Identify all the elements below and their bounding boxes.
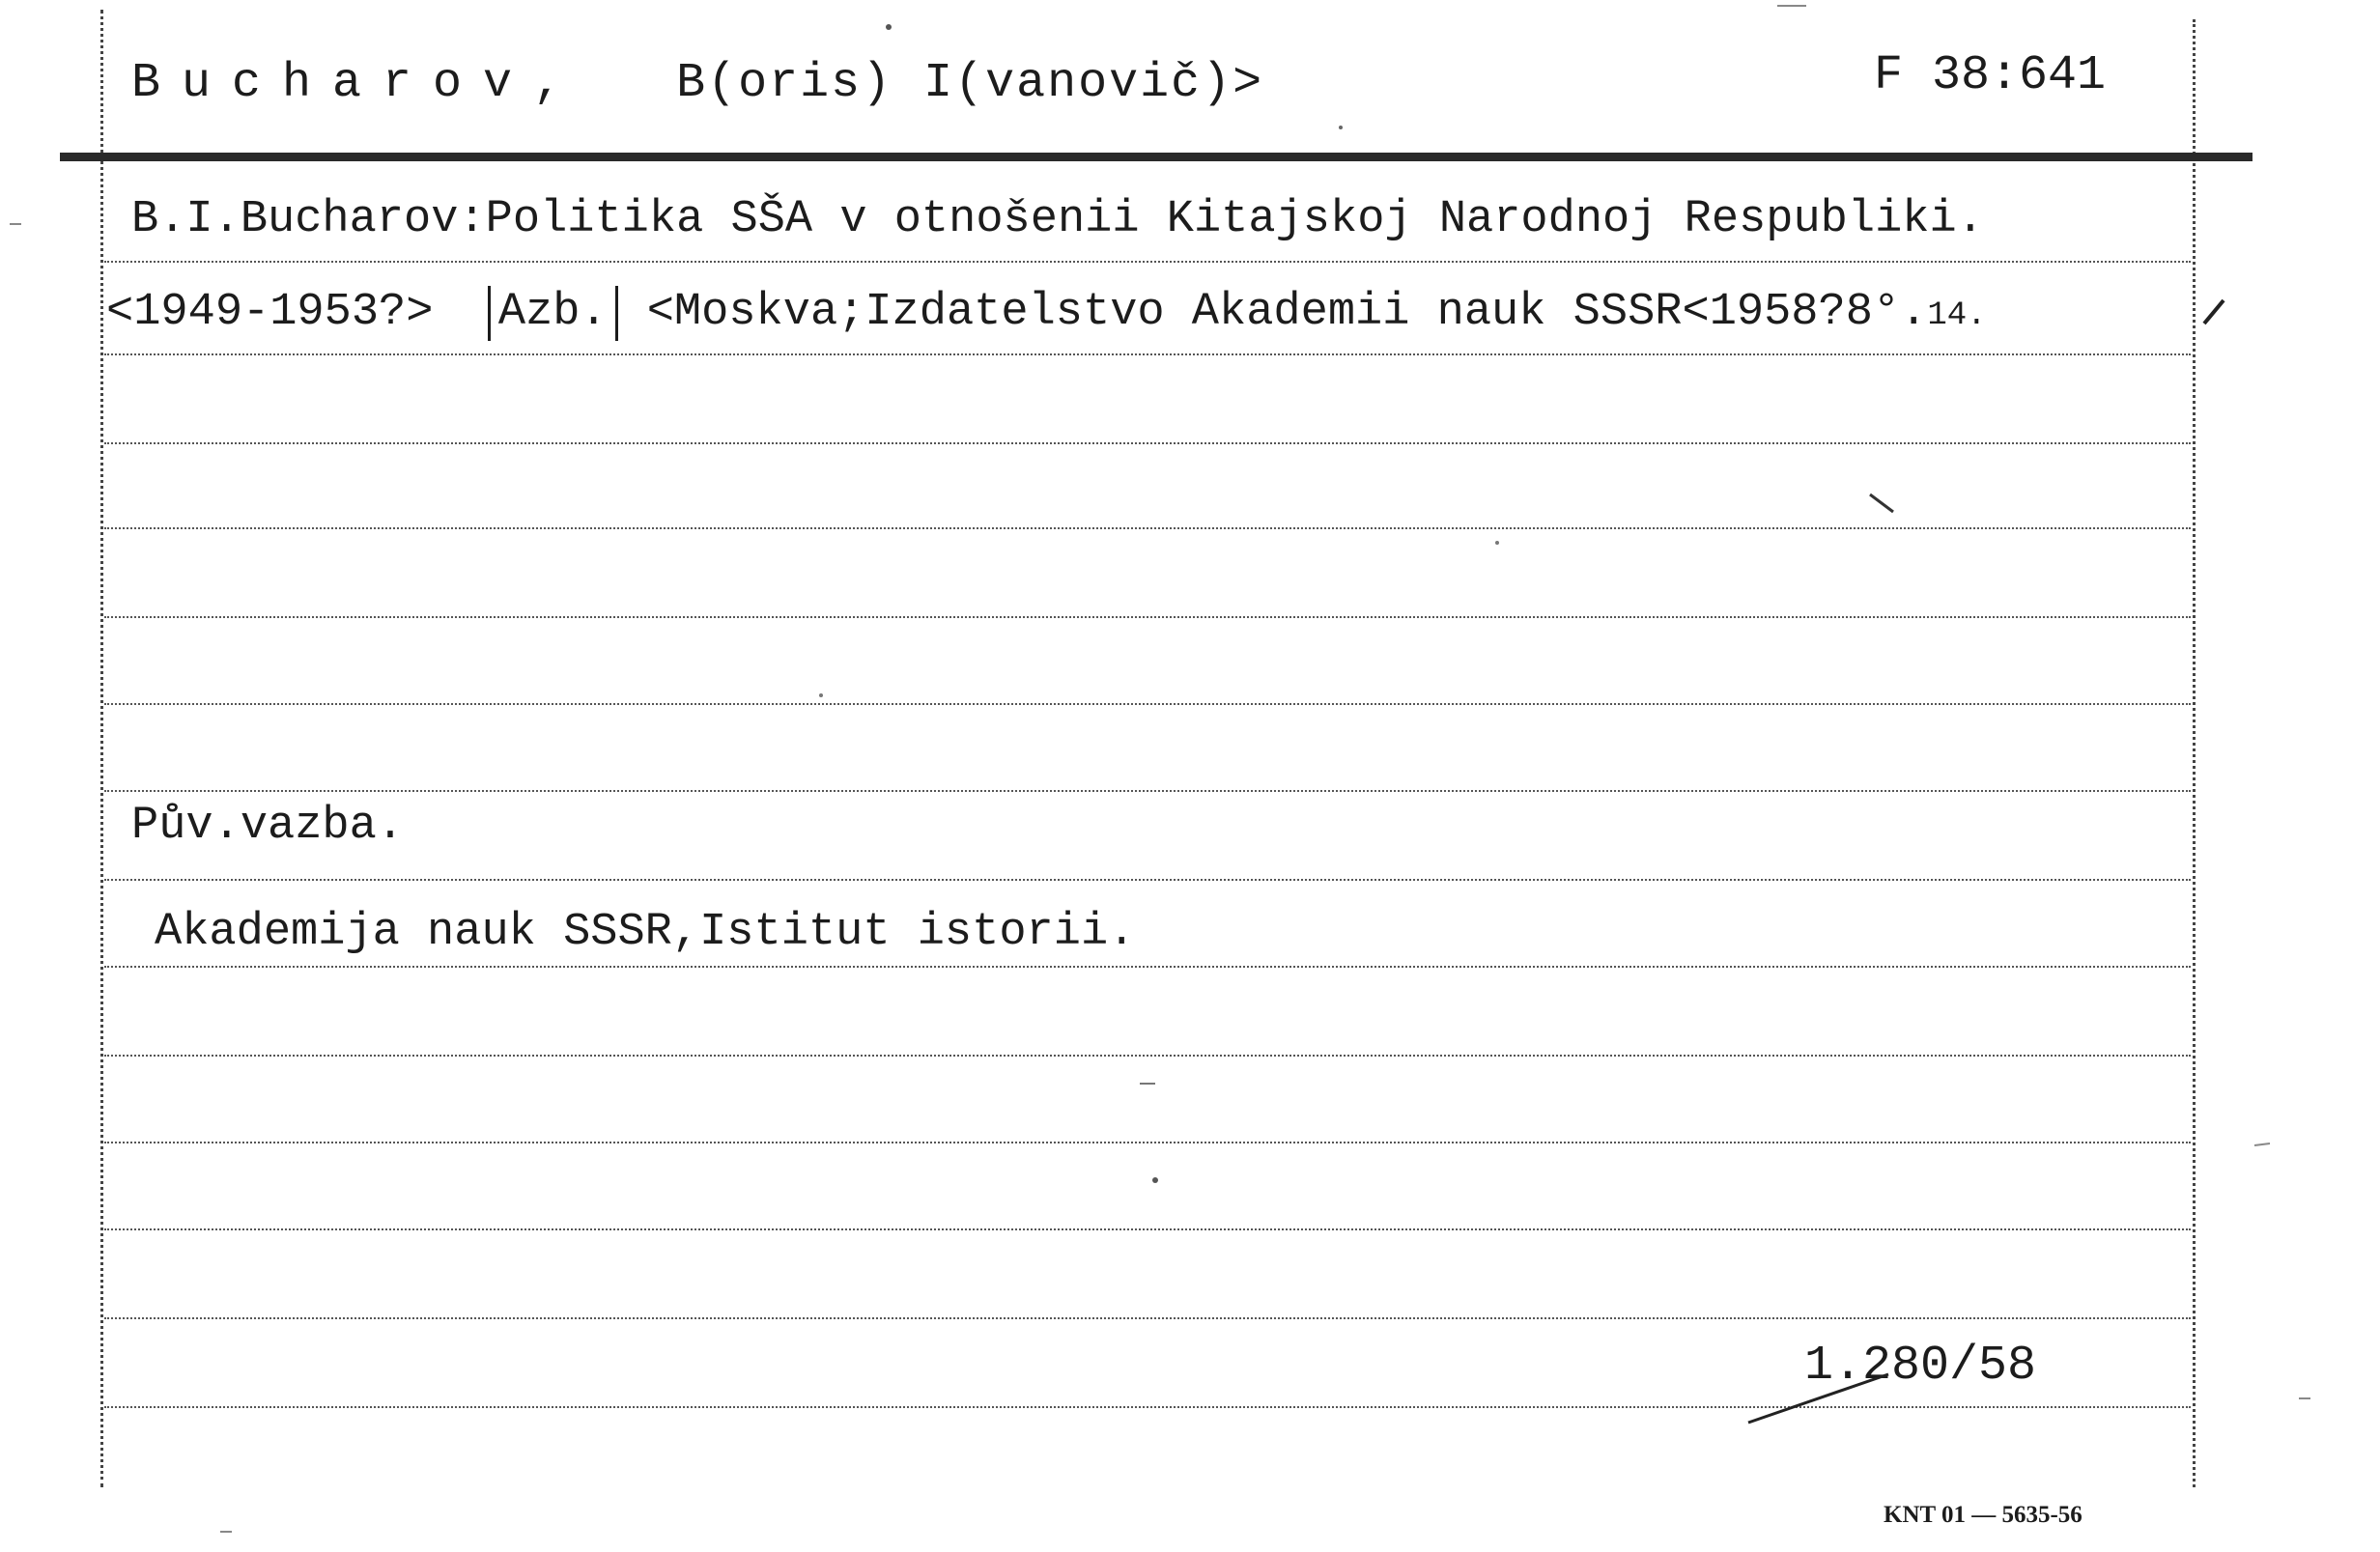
heading-rule xyxy=(60,153,2252,161)
margin-tick-mark xyxy=(2200,295,2229,333)
script-note: Azb. xyxy=(488,286,618,341)
ruled-line xyxy=(104,703,2191,705)
ruled-line xyxy=(104,1228,2191,1230)
title-line-1: B.I.Bucharov:Politika SŠA v otnošenii Kitajskoj Narodnoj Respubliki. xyxy=(131,194,1984,245)
ruled-line xyxy=(104,261,2191,263)
ruled-line xyxy=(104,879,2191,881)
ruled-line xyxy=(104,1317,2191,1319)
handwritten-stroke xyxy=(1743,1369,1917,1427)
accession-number: 1.280/58 xyxy=(1804,1339,2037,1394)
title-line-2 xyxy=(106,286,1987,341)
ruled-line xyxy=(104,353,2191,355)
handwritten-page-mark: 14. xyxy=(1927,297,1987,334)
years-range: <1949-1953?> xyxy=(106,287,434,338)
binding-note: Pův.vazba. xyxy=(131,801,405,852)
ruled-line xyxy=(104,1055,2191,1057)
author-surname: Bucharov, xyxy=(131,56,584,111)
call-number: F 38:641 xyxy=(1874,48,2107,103)
ruled-line xyxy=(104,442,2191,444)
right-dotted-border xyxy=(2193,19,2196,1487)
left-dotted-border xyxy=(100,10,103,1487)
ruled-line xyxy=(104,790,2191,792)
ruled-line xyxy=(104,966,2191,968)
ruled-line xyxy=(104,1142,2191,1143)
author-heading xyxy=(131,56,1264,111)
imprint: <Moskva;Izdatelstvo Akademii nauk SSSR<1958?8°. xyxy=(646,287,1928,338)
ruled-line xyxy=(104,616,2191,618)
form-code: KNT 01 — 5635-56 xyxy=(1884,1502,2082,1528)
ruled-line xyxy=(104,527,2191,529)
author-given-names: B(oris) I(vanovič)> xyxy=(676,56,1264,111)
corporate-author: Akademija nauk SSSR,Istitut istorii. xyxy=(155,907,1136,958)
